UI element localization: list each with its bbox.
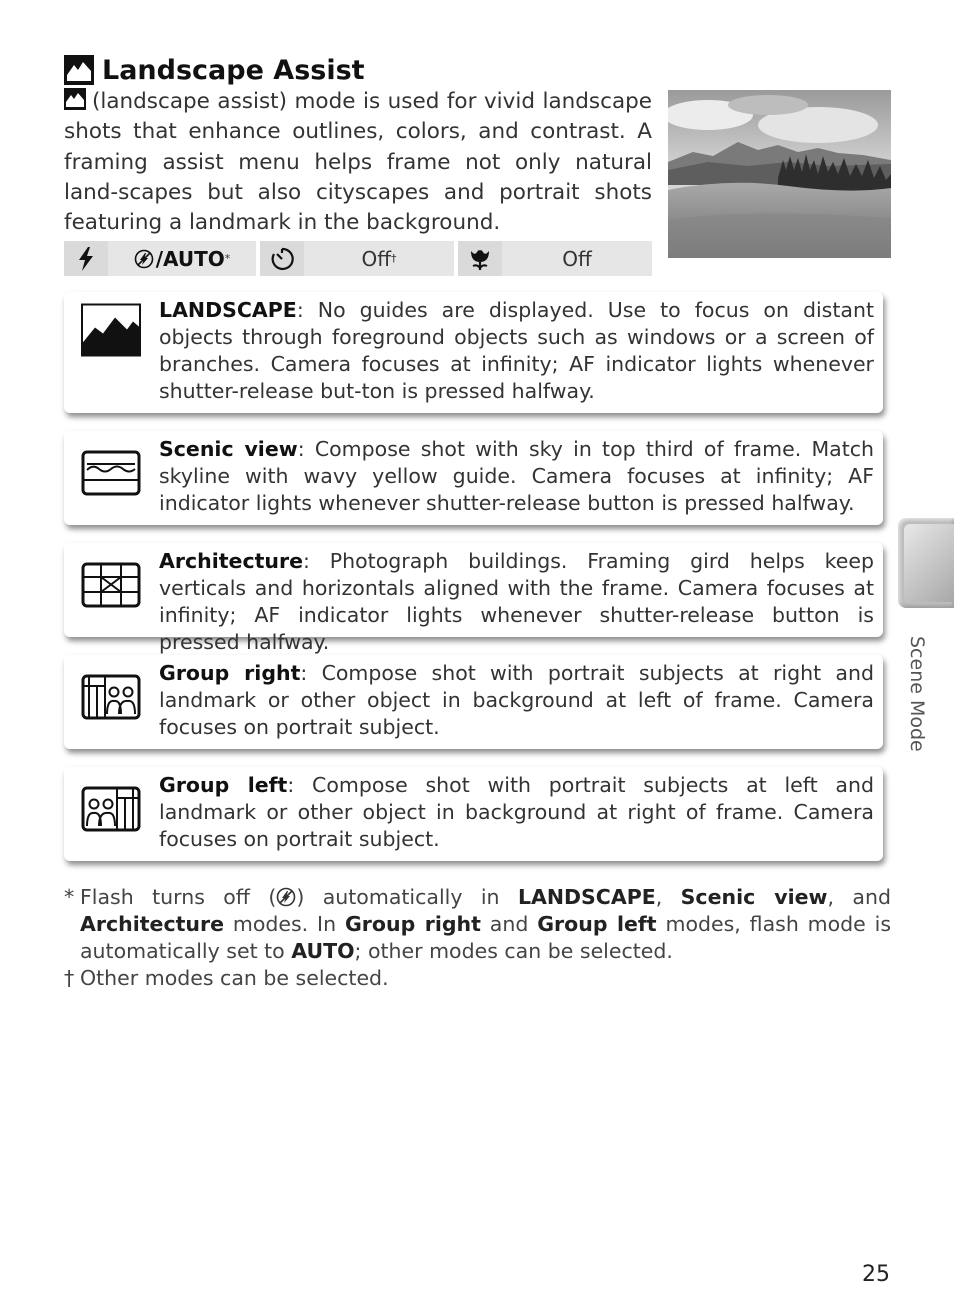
flash-off-icon (134, 249, 154, 269)
guide-name: LANDSCAPE (159, 298, 297, 322)
guide-description: : Compose shot with sky in top third of frame. Match skyline with wavy yellow guide. Camera focuses at infinity; AF indicator lights whenever shutter-release button is pressed halfway. (159, 437, 874, 515)
macro-setting (458, 241, 652, 276)
self-timer-icon (260, 241, 304, 276)
guide-card-group-right (64, 655, 883, 749)
group-right-icon (81, 667, 141, 727)
page-title-text: Landscape Assist (102, 54, 365, 86)
guide-card-architecture (64, 543, 883, 654)
guide-description: : Compose shot with portrait subjects at left and landmark or other object in background at right of frame. Camera focuses on portrait subject. (159, 773, 874, 851)
page-title (64, 52, 365, 88)
guide-card-group-left (64, 767, 883, 861)
guide-description: : Photograph buildings. Framing gird helps keep verticals and horizontals aligned with the frame. Camera focuses at infinity; AF indicator lights whenever shutter-release button is pressed halfway. (159, 549, 874, 654)
macro-icon (458, 241, 502, 276)
flash-icon (64, 241, 108, 276)
guide-name: Architecture (159, 549, 304, 573)
guide-description: : No guides are displayed. Use to focus on distant objects through foreground objects such as windows or a screen of branches. Camera focuses at infinity; AF indicator lights whenever shutter-release but-ton is pressed halfway. (159, 298, 874, 403)
flash-setting (64, 241, 256, 276)
architecture-icon (81, 555, 141, 615)
landscape-guide-icon (81, 300, 141, 360)
flash-off-icon (276, 887, 296, 907)
self-timer-value: Off (361, 246, 392, 271)
intro-text: (landscape assist) mode is used for vivid landscape shots that enhance outlines, colors, and contrast. A framing assist menu helps frame not only natural land-scapes but also cityscapes and portrait shots featuring a landmark in the background. (64, 89, 652, 236)
self-timer-footnote-mark: † (391, 252, 397, 265)
section-label: Scene Mode (906, 636, 928, 752)
footnote-mark: * (64, 885, 75, 909)
flash-footnote-mark: * (224, 252, 231, 265)
landscape-photo (668, 90, 891, 258)
guide-card-landscape (64, 292, 883, 413)
section-tab (898, 518, 954, 608)
intro-paragraph (64, 87, 652, 238)
footnote-flash: * Flash turns off ( ) automatically in LANDSCAPE, Scenic view, and Architecture modes. In Group right and Group left modes, flash mode is automatically set to AUTO; other modes can be selected. (64, 885, 892, 963)
footnote-other-modes: † Other modes can be selected. (64, 966, 389, 990)
guide-card-scenic-view (64, 431, 883, 525)
guide-name: Scenic view (159, 437, 298, 461)
footnote-mark: † (64, 966, 75, 990)
scenic-view-icon (81, 443, 141, 503)
settings-bar (64, 241, 652, 276)
flash-value: /AUTO (155, 246, 225, 271)
landscape-assist-icon (64, 88, 86, 110)
guide-name: Group right (159, 661, 301, 685)
guide-description: : Compose shot with portrait subjects at right and landmark or other object in background at left of frame. Camera focuses on portrait subject. (159, 661, 874, 739)
page-number: 25 (862, 1262, 890, 1287)
group-left-icon (81, 779, 141, 839)
self-timer-setting (260, 241, 454, 276)
guide-name: Group left (159, 773, 288, 797)
landscape-assist-icon (64, 55, 94, 85)
macro-value: Off (562, 246, 592, 271)
